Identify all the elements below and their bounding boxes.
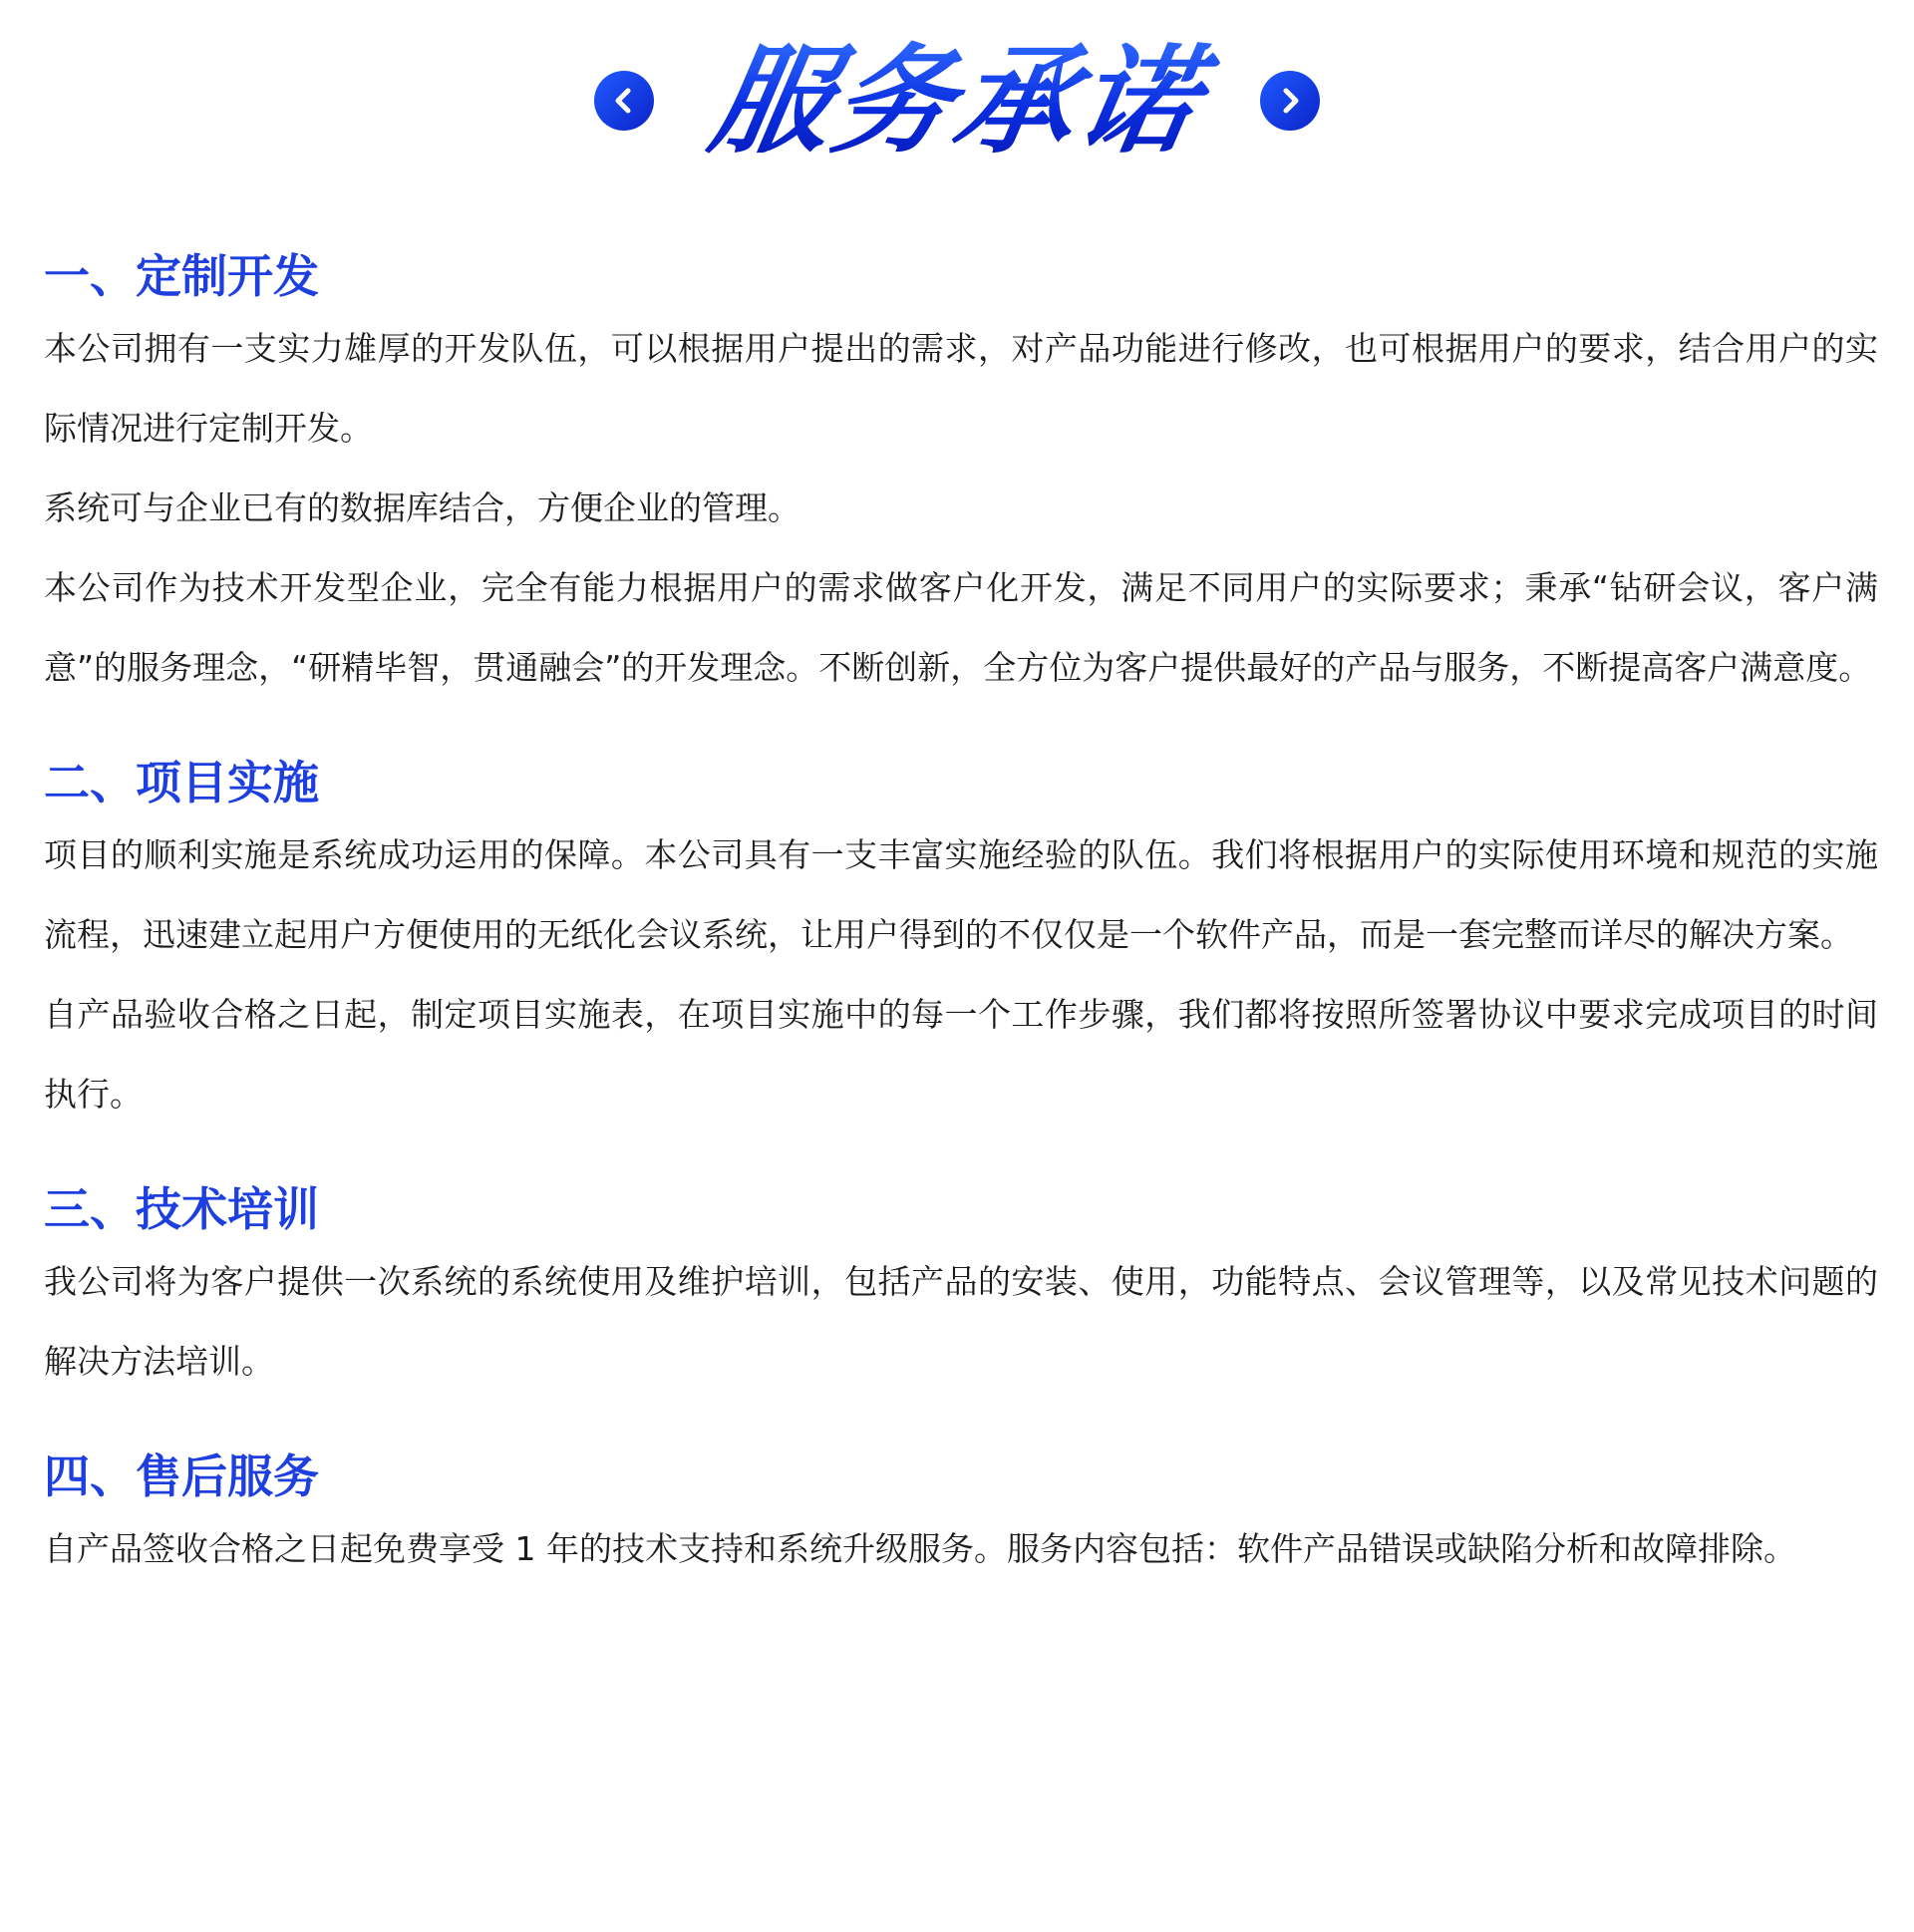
chevron-left-icon[interactable] (594, 71, 654, 131)
section-custom-development (44, 245, 1878, 708)
service-commitment-content (44, 245, 1878, 1589)
section-after-sales (44, 1446, 1878, 1589)
section-heading: 二、项目实施 (44, 756, 319, 809)
page-title: 服务承诺 (683, 36, 1232, 165)
paragraph: 系统可与企业已有的数据库结合，方便企业的管理。 (44, 488, 800, 527)
section-technical-training (44, 1178, 1878, 1402)
paragraph: 本公司拥有一支实力雄厚的开发队伍，可以根据用户提出的需求，对产品功能进行修改，也可根据用户的要求，结合用户的实际情况进行定制开发。 (44, 329, 1878, 448)
paragraph: 自产品签收合格之日起免费享受 1 年的技术支持和系统升级服务。服务内容包括：软件产品错误或缺陷分析和故障排除。 (44, 1529, 1796, 1568)
chevron-right-icon[interactable] (1260, 71, 1320, 131)
section-heading: 三、技术培训 (44, 1182, 319, 1236)
paragraph: 项目的顺利实施是系统成功运用的保障。本公司具有一支丰富实施经验的队伍。我们将根据用户的实际使用环境和规范的实施流程，迅速建立起用户方便使用的无纸化会议系统，让用户得到的不仅仅是一个软件产品，而是一套完整而详尽的解决方案。 (44, 835, 1878, 954)
paragraph: 本公司作为技术开发型企业，完全有能力根据用户的需求做客户化开发，满足不同用户的实际要求；秉承“钻研会议，客户满意”的服务理念，“研精毕智，贯通融会”的开发理念。不断创新，全方位为客户提供最好的产品与服务，不断提高客户满意度。 (44, 568, 1878, 687)
section-project-implementation (44, 752, 1878, 1134)
section-heading: 四、售后服务 (44, 1449, 319, 1503)
paragraph: 自产品验收合格之日起，制定项目实施表，在项目实施中的每一个工作步骤，我们都将按照所签署协议中要求完成项目的时间执行。 (44, 995, 1878, 1114)
paragraph: 我公司将为客户提供一次系统的系统使用及维护培训，包括产品的安装、使用，功能特点、会议管理等，以及常见技术问题的解决方法培训。 (44, 1262, 1878, 1381)
section-heading: 一、定制开发 (44, 249, 319, 303)
title-banner (0, 32, 1914, 169)
